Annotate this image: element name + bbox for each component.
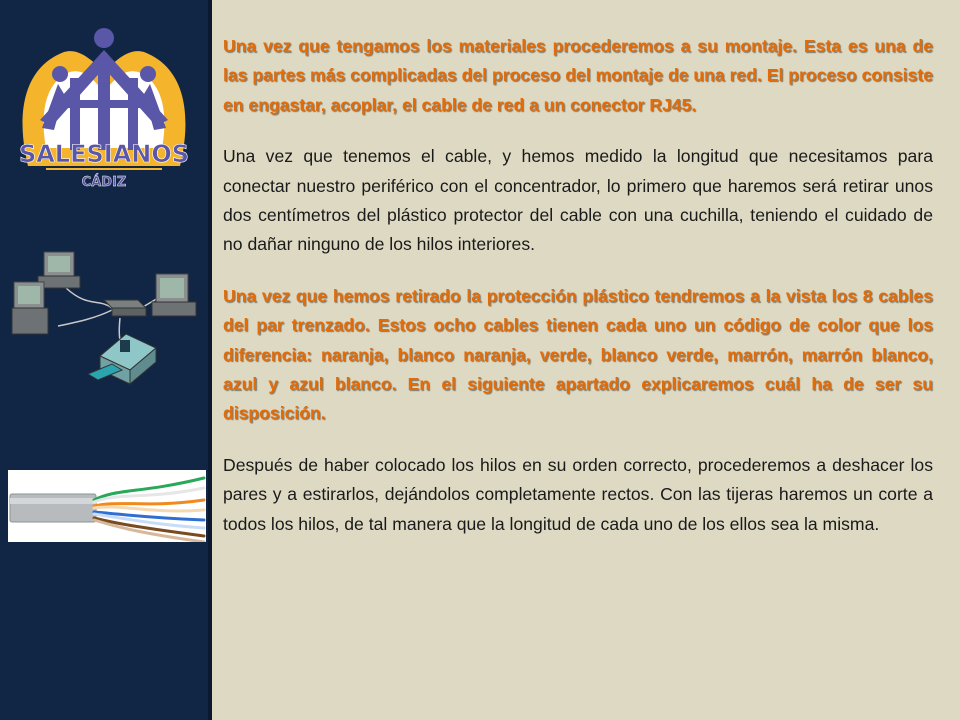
sidebar-edge: [208, 0, 212, 720]
twisted-pair-cable-image: [8, 470, 206, 542]
logo-subtitle: CÁDIZ: [81, 175, 127, 190]
paragraph-4: Después de haber colocado los hilos en su orden correcto, procederemos a deshacer los pares y a estirarlos, dejándolos completamente rectos. Con las tijeras haremos un corte a todos los hilos, de tal manera que la longitud de cada uno de los ellos sea la misma.: [223, 454, 933, 534]
paragraph-highlight-3: Una vez que hemos retirado la protección plástico tendremos a la vista los 8 cables del par trenzado. Estos ocho cables tienen cada uno un código de color que los diferencia: naranja, blanco naranja, verde, blanco verde, marrón, marrón blanco, azul y azul blanco. En el siguiente apartado explicaremos cuál ha de ser su disposición.: [223, 285, 933, 424]
paragraph-highlight-1: Una vez que tengamos los materiales procederemos a su montaje. Esta es una de las partes más complicadas del proceso del montaje de una red. El proceso consiste en engastar, acoplar, el cable de red a un conector RJ45.: [223, 36, 933, 115]
paragraph-2: Una vez que tenemos el cable, y hemos medido la longitud que necesitamos para conectar nuestro periférico con el concentrador, lo primero que haremos será retirar unos dos centímetros del plástico protector del cable con una cuchilla, teniendo el cuidado de no dañar ninguno de los hilos interiores.: [223, 146, 933, 255]
logo-title: SALESIANOS: [18, 140, 190, 168]
content: [223, 32, 933, 561]
network-computers-image: [8, 238, 208, 398]
sidebar: [0, 0, 210, 720]
salesianos-logo: [14, 16, 194, 196]
